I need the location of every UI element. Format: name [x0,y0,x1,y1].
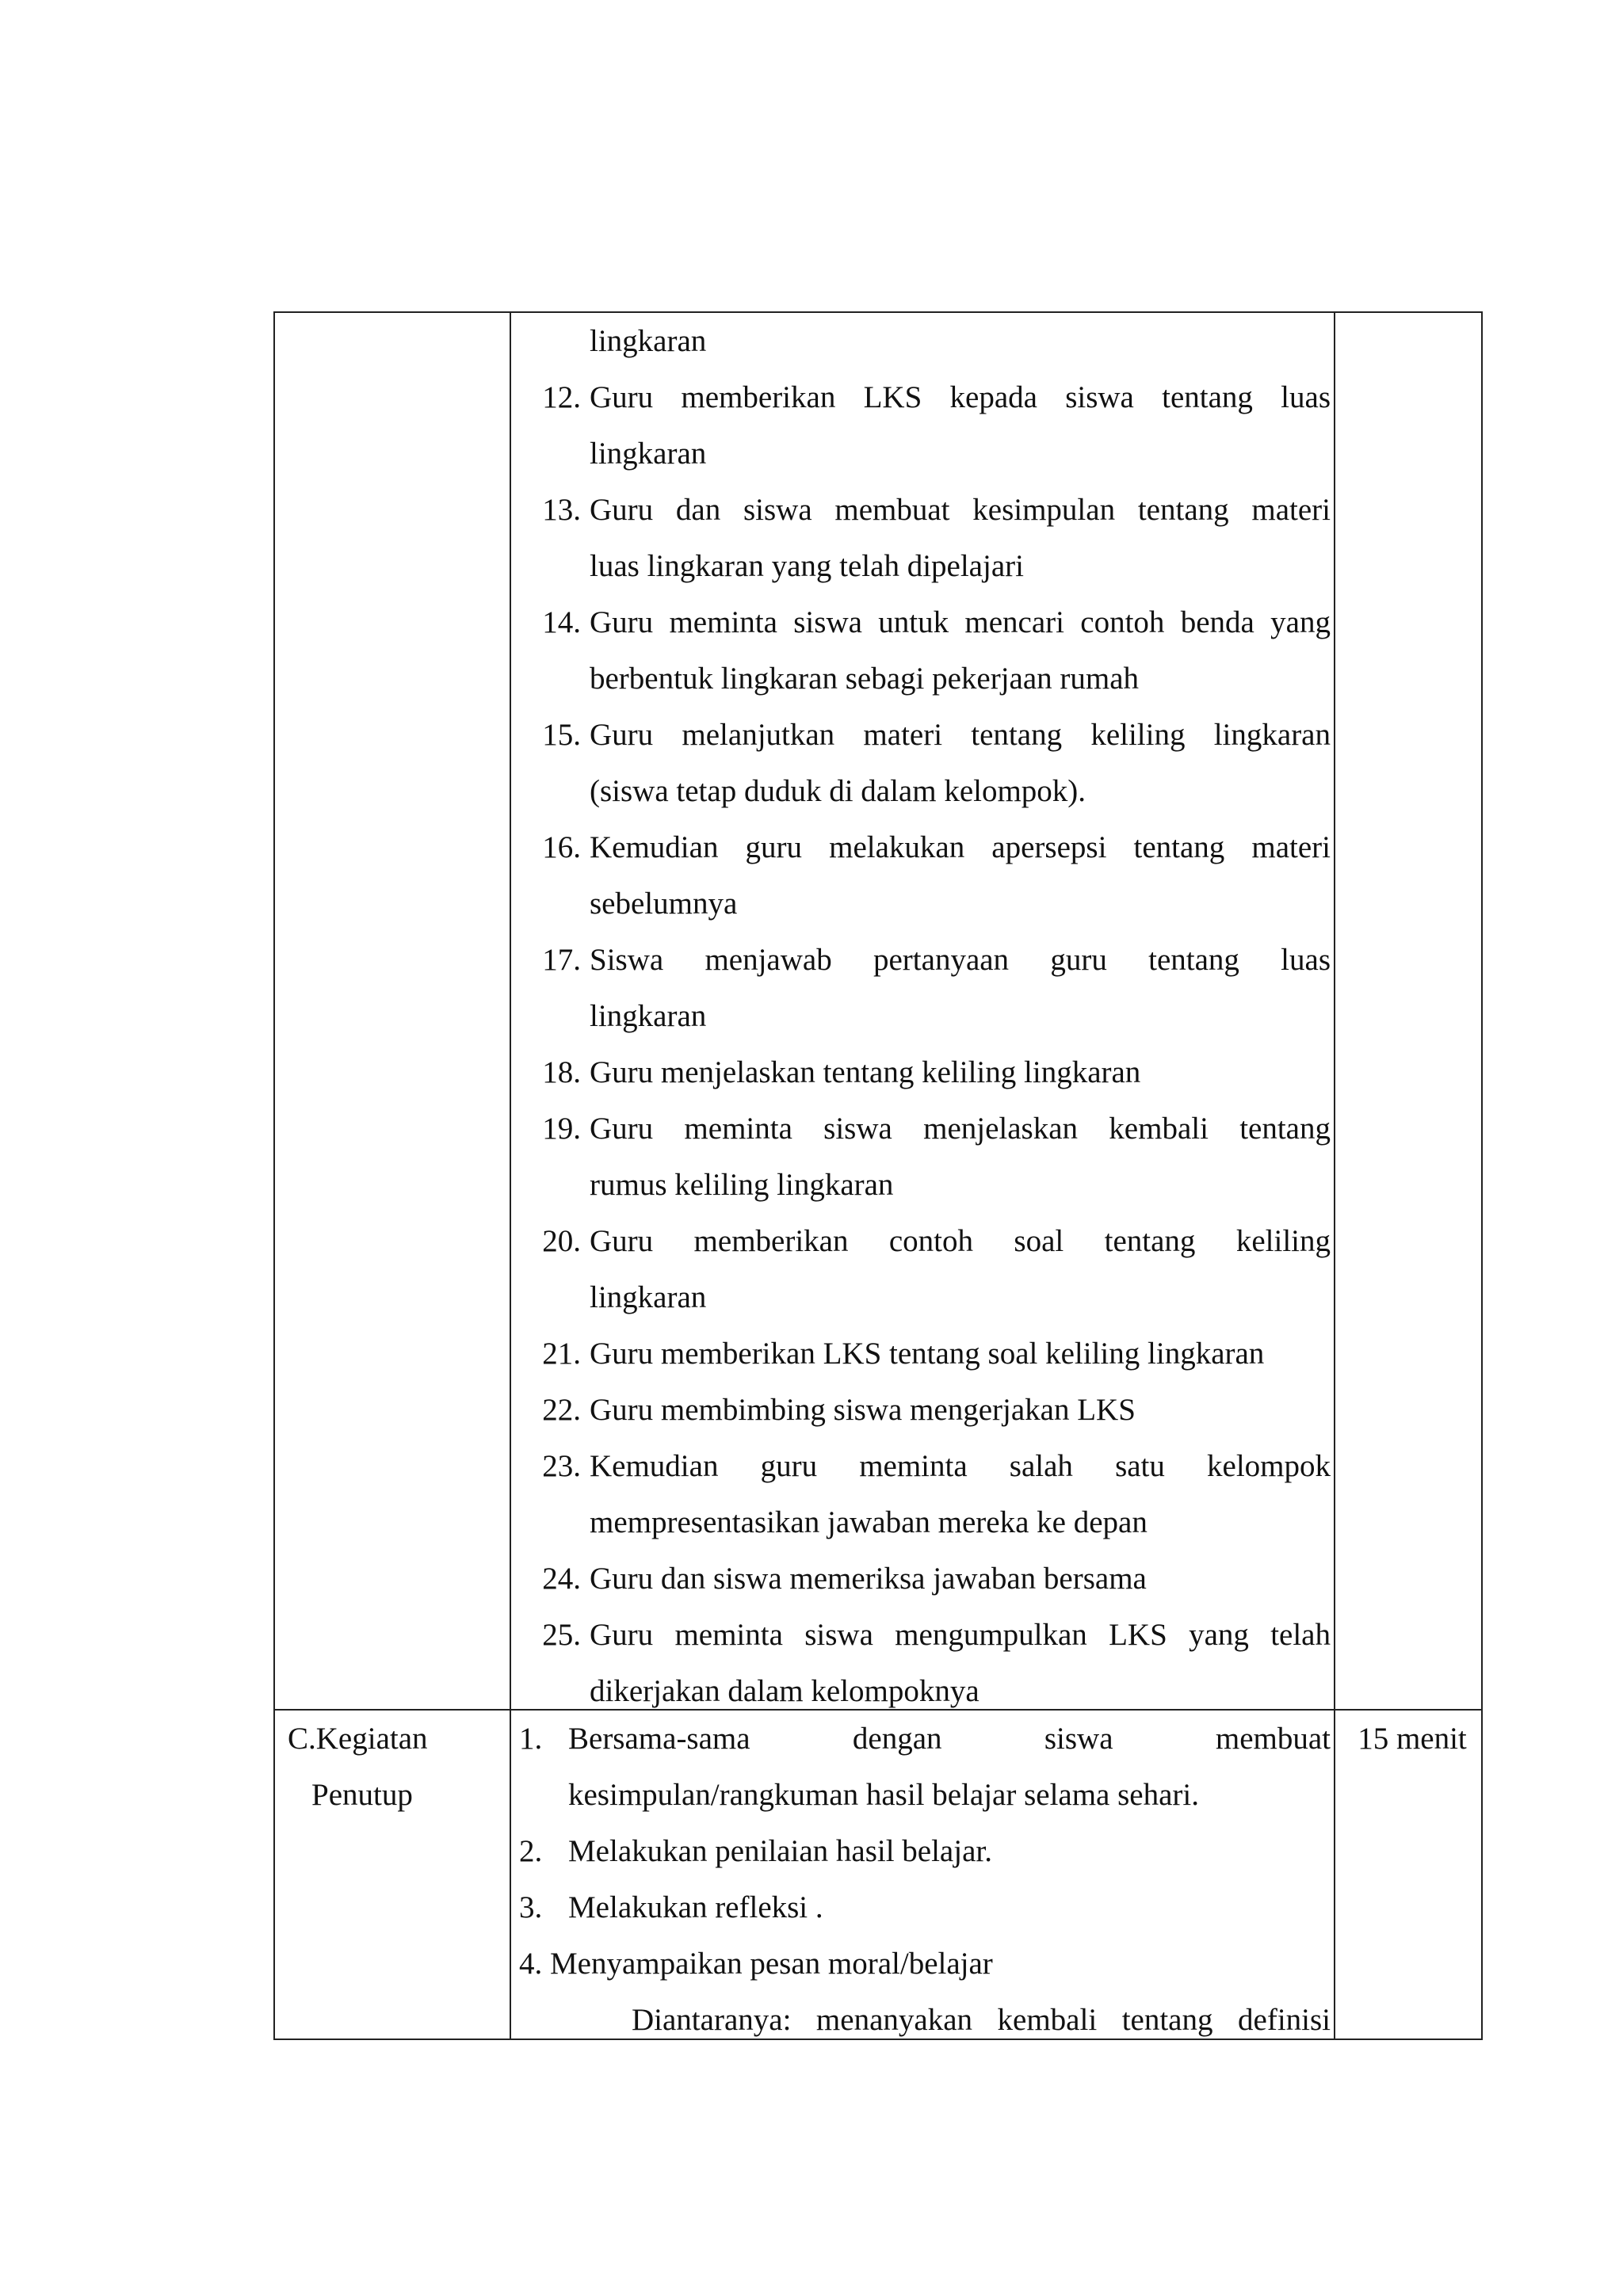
list-item-cont [529,1157,1331,1213]
item-text: (siswa tetap duduk di dalam kelompok). [590,774,1086,808]
item-text: lingkaran [590,999,707,1033]
item-text: Guru dan siswa membuat kesimpulan tentang materi [590,493,1331,527]
list-item [519,1879,1331,1936]
continuation-line [529,313,1331,369]
list-item [529,369,1331,425]
item-text: Guru meminta siswa untuk mencari contoh benda yang [590,605,1331,639]
item-number: 13. [542,493,581,527]
list-item-cont [529,763,1331,819]
list-item-cont [519,1767,1331,1823]
list-item [529,1100,1331,1157]
item-text: rumus keliling lingkaran [590,1168,894,1202]
list-item [529,932,1331,988]
list-item [529,482,1331,538]
closing-label-cell [288,1711,502,1823]
column-divider-1 [510,313,511,2039]
continuation-text: lingkaran [590,324,707,358]
item-number: 17. [542,943,581,977]
item-text: Guru memberikan LKS kepada siswa tentang luas [590,380,1331,414]
item-number: 3. [519,1890,543,1924]
list-item [529,1550,1331,1607]
item-text: Siswa menjawab pertanyaan guru tentang luas [590,943,1331,977]
item-text: Melakukan penilaian hasil belajar. [568,1834,992,1868]
item-text: Guru meminta siswa menjelaskan kembali tentang [590,1112,1331,1146]
item-number: 21. [542,1337,581,1371]
closing-activities-cell [519,1711,1331,2048]
item-number: 19. [542,1112,581,1146]
list-item-cont [529,1663,1331,1708]
list-item [529,1213,1331,1269]
item-text: Bersama-sama dengan siswa membuat [568,1722,1331,1756]
list-item-cont [519,1992,1331,2048]
item-text: Kemudian guru meminta salah satu kelompok [590,1449,1331,1483]
list-item [529,1438,1331,1494]
list-item [519,1936,1331,1992]
item-number: 18. [542,1055,581,1089]
list-item-cont [529,875,1331,932]
list-item [529,819,1331,875]
item-text: 4. Menyampaikan pesan moral/belajar [519,1947,993,1981]
item-number: 14. [542,605,581,639]
item-number: 22. [542,1393,581,1427]
item-text: Guru dan siswa memeriksa jawaban bersama [590,1562,1147,1596]
item-text: mempresentasikan jawaban mereka ke depan [590,1505,1148,1539]
item-text: Guru memberikan LKS tentang soal keliling lingkaran [590,1337,1265,1371]
list-item [529,1325,1331,1382]
list-item [529,707,1331,763]
item-number: 23. [542,1449,581,1483]
item-text: dikerjakan dalam kelompoknya [590,1674,980,1708]
item-number: 25. [542,1618,581,1652]
activity-table [273,311,1483,2040]
item-text: Guru melanjutkan materi tentang keliling lingkaran [590,718,1331,752]
list-item [529,1382,1331,1438]
item-text: kesimpulan/rangkuman hasil belajar selama sehari. [568,1778,1199,1812]
item-number: 12. [542,380,581,414]
item-number: 16. [542,830,581,864]
list-item-cont [529,538,1331,594]
list-item [529,1607,1331,1663]
list-item [529,594,1331,650]
item-text: berbentuk lingkaran sebagi pekerjaan rumah [590,662,1140,696]
item-number: 1. [519,1722,543,1756]
item-text: Kemudian guru melakukan apersepsi tentang materi [590,830,1331,864]
duration-text: 15 menit [1358,1722,1467,1756]
activities-cell [529,313,1331,1708]
item-text: Guru memberikan contoh soal tentang keliling [590,1224,1331,1258]
column-divider-2 [1334,313,1335,2039]
closing-label-line2: Penutup [311,1778,413,1812]
list-item-cont [529,650,1331,707]
closing-duration-cell [1345,1711,1480,1767]
list-item [519,1823,1331,1879]
item-text: Diantaranya: menanyakan kembali tentang definisi [632,2003,1331,2037]
list-item-cont [529,1269,1331,1325]
item-text: Guru menjelaskan tentang keliling lingkaran [590,1055,1141,1089]
item-text: Guru membimbing siswa mengerjakan LKS [590,1393,1136,1427]
list-item-cont [529,425,1331,482]
item-text: Guru meminta siswa mengumpulkan LKS yang telah [590,1618,1331,1652]
list-item-cont [529,988,1331,1044]
list-item [519,1711,1331,1767]
list-item [529,1044,1331,1100]
item-number: 2. [519,1834,543,1868]
item-text: lingkaran [590,437,707,471]
item-number: 20. [542,1224,581,1258]
item-text: lingkaran [590,1280,707,1314]
item-text: luas lingkaran yang telah dipelajari [590,549,1024,583]
item-text: sebelumnya [590,887,738,921]
item-number: 15. [542,718,581,752]
closing-label-line1: C.Kegiatan [288,1722,428,1756]
list-item-cont [529,1494,1331,1550]
item-text: Melakukan refleksi . [568,1890,823,1924]
item-number: 24. [542,1562,581,1596]
